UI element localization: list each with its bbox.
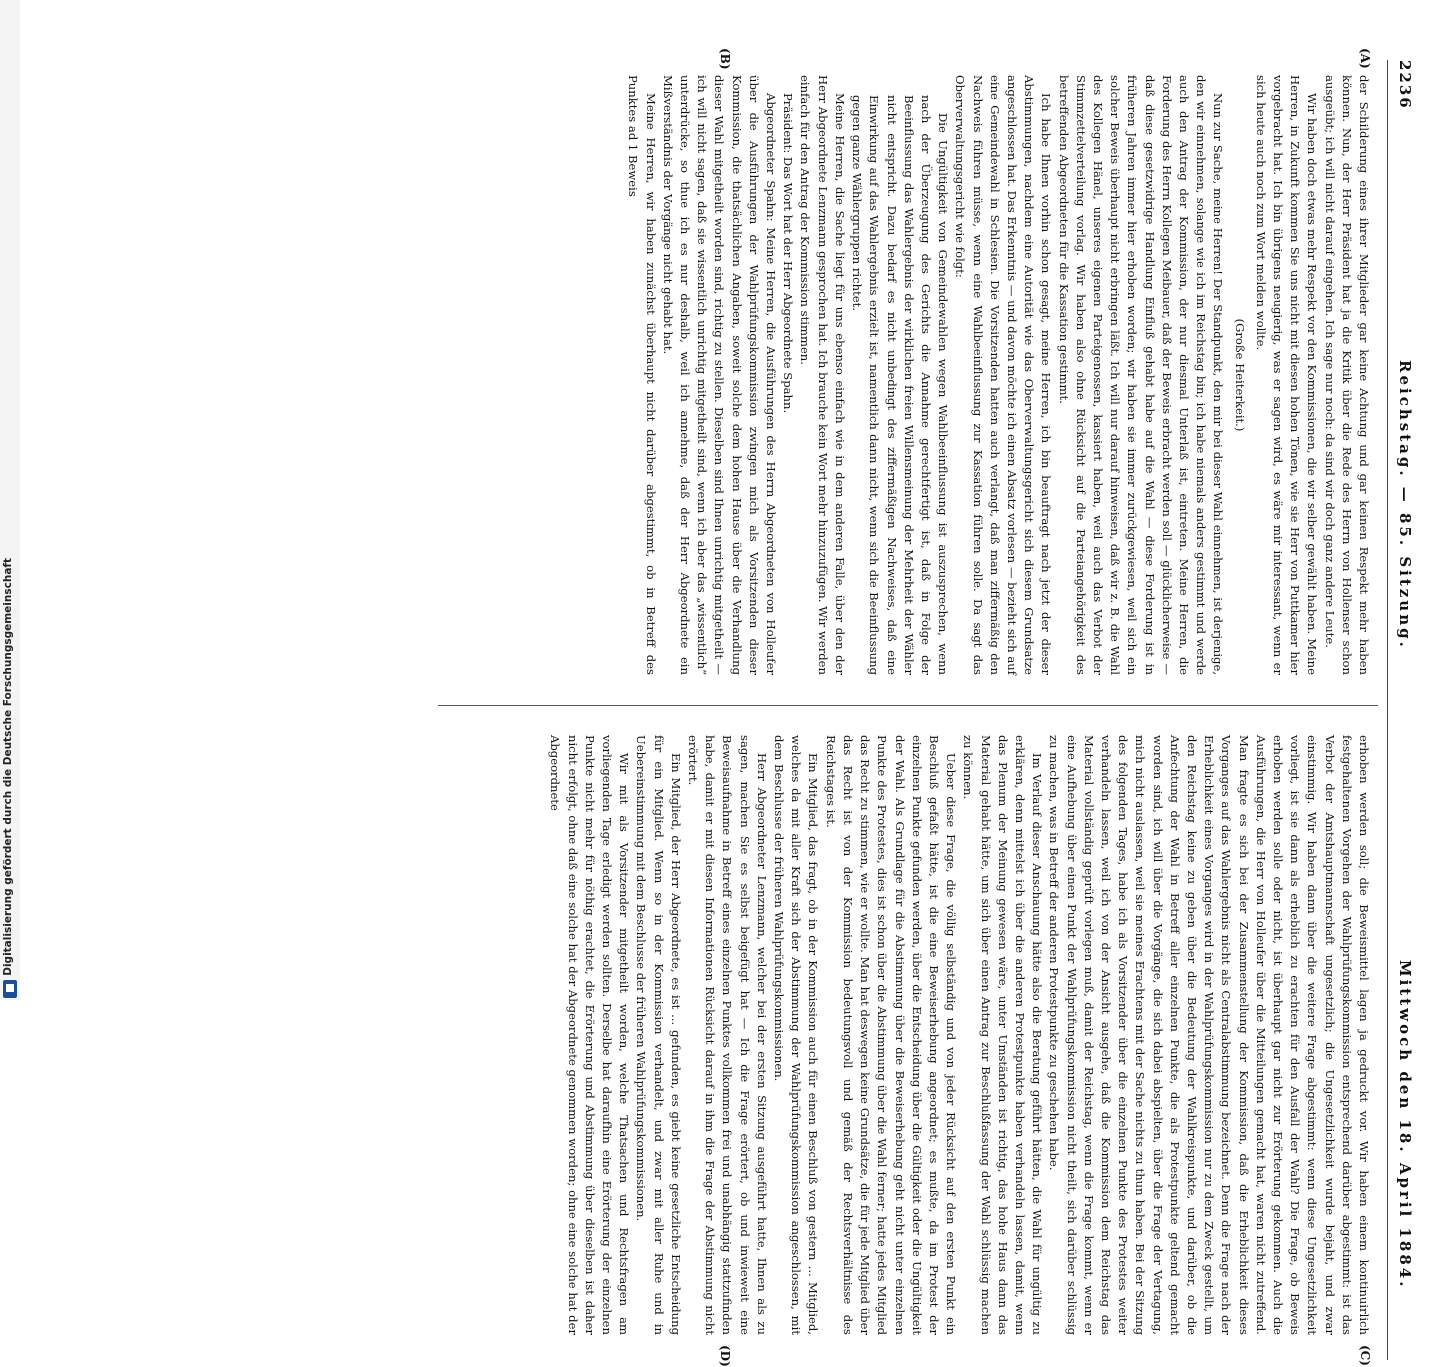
right-column bbox=[546, 735, 1372, 1335]
page-title: Reichstag. — 85. Sitzung. bbox=[1396, 360, 1414, 650]
page-date: Mittwoch den 18. April 1884. bbox=[1396, 960, 1414, 1290]
paragraph: Im Verlauf dieser Anschauung hätte also die Beratung geführt hätten, die Wahl für ungültig zu erklären, denn mittelst ich über die anderen Protestpunkte haben verhandeln lassen, damit, wenn das Plenum der Meinung gewesen wäre, unter Umständen ist richtig, das hohe Haus dann das Material gehabt hätte, um sich über einen Antrag zur Beschlußfassung der Wahl schlüssig machen zu können. bbox=[961, 735, 1045, 1335]
margin-letter-a: (A) bbox=[1358, 48, 1372, 69]
quotation: Die Ungültigkeit von Gemeindewahlen wegen Wahlbeeinflussung ist auszusprechen, wenn nach der Überzeugung des Gerichts die Annahme gerechtfertigt ist, daß in Folge der Beeinflussung das Wahlergebnis der wirklichen freien Willensmeinung der Mehrheit der Wähler nicht entspricht. Dazu bedarf es nicht unbedingt des ziffermäßigen Nachweises, daß eine Einwirkung auf das Wahlergebnis erzielt ist, namentlich dann nicht, wenn sich die Beeinflussung gegen ganze Wählergruppen richtet. bbox=[850, 95, 951, 675]
margin-letter-b: (B) bbox=[718, 48, 732, 70]
paragraph: Ueber diese Frage, die völlig selbständig und von jeder Rücksicht auf den ersten Punkt ein Beschluß gefaßt hätte, ist die eine Beweiserhebung angeordnet; es mußte, da im Protest der einzelnen Punkte gefunden werden, über die Entscheidung über die Gültigkeit oder die Ungültigkeit der Wahl. Als Grundlage für die Abstimmung über die Beweiserhebung geht nicht unter einzelnen Punkte des Protestes, dies ist schon über die Abstimmung über die Wahl ferner; hatte jedes Mitglied das Recht zu stimmen, wie er wollte. Man hat deswegen keine Grundsätze, die für jede Mitglied über das Recht ist von der Kommission bedeutungsvoll und gemäß der Rechtsverhältnisse des Reichstages ist. bbox=[823, 735, 959, 1335]
header-rule bbox=[1387, 60, 1388, 1360]
paragraph: Wir mit als Vorsitzender mitgetheilt worden, welche Thatsachen und Rechtsfragen am vorliegenden Tage erledigt werden sollten. Derselbe hat daraufhin eine Erörterung der einzelnen Punkte nicht mehr für nöthig erachtet, die Erörterung und Abstimmung über dieselben ist daher nicht erfolgt, ohne daß eine solche hat der Abgeordnete genommen worden; ohne eine solche hat der Abgeordnete bbox=[548, 735, 632, 1335]
paragraph: erhoben werden soll; die Beweismittel lagen ja gedruckt vor. Wir haben einem kontinuirlich festgehaltenen Vorgehen der Wahlprüfungskommission entsprechend darüber abgestimmt: ist das Verbot der Amtshauptmannschaft ungesetzlich; die Ungesetzlichkeit wurde bejaht, und zwar einstimmig. Wir haben dann über die weitere Frage abgestimmt: wenn diese Ungesetzlichkeit vorliegt, ist sie dann als erheblich zu erachten für den Ausfall der Wahl? Die Frage, ob Beweis erhoben werden solle oder nicht, ist überhaupt gar nicht zur Erörterung gekommen. Auch die Ausführungen, die Herr von Holleufer über die Mitteilungen gemacht hat, waren nicht zutreffend. Man fragte es sich bei der Zusammenstellung der Kommission, daß die Erheblichkeit dieses Vorganges auf das Wahlergebnis nicht als Centralabstimmung bezeichnet. Denn die Frage nach der Erheblichkeit eines Vorganges wird in der Wahlprüfungskommission nur zu dem Zweck gestellt, um den Reichstag keine zu geben über die Bedeutung der Wahlkreispunkte, und darüber, ob die Anfechtung der Wahl in Betreff aller einzelnen Punkte, die als Protestpunkte geltend gemacht worden sind, ich will über die Vorgänge, die sich dabei abspielten, über die Frage der Vertagung, mich nicht auslassen, weil sie meines Erachtens mit der Sache nichts zu thun haben. Bei der Sitzung des folgenden Tages, habe ich als Vorsitzender über die einzelnen Punkte des Protestes weiter verhandeln lassen, weil ich von der Ansicht ausgehe, daß die Kommission dem Reichstag das Material vollständig geprüft vorlegen muß, damit der Reichstag, wenn die Frage kommt, wenn er eine Aufhebung über einen Punkt der Wahlprüfungskommission nicht theilt, sich darüber schlüssig zu machen, was in Betreff der anderen Protestpunkte zu geschehen habe. bbox=[1047, 735, 1371, 1335]
paragraph: Abgeordneter Spahn: Meine Herren, die Ausführungen des Herrn Abgeordneten von Holleufer über die Ausführungen der Wahlprüfungskommission zwingen mich als Vorsitzenden dieser Kommission, die thatsächlichen Angaben, soweit solche dem hohen Hause über die Verhandlung dieser Wahl mitgetheilt worden sind, richtig zu stellen. Dieselben sind Ihnen unrichtig mitgetheilt — ich will nicht sagen, daß sie wissentlich unrichtig mitgetheilt sind, wenn ich aber das „wissentlich“ unterdrücke, so thue ich es nur deshalb, weil ich annehme, daß der Herr Abgeordnete ein Mißverständnis der Vorgänge nicht gehabt hat. bbox=[660, 75, 779, 675]
dfg-logo-icon bbox=[3, 980, 17, 998]
paragraph: Ein Mitglied, der Herr Abgeordnete, es ist ... gefunden, es giebt keine gesetzliche Entscheidung für ein Mitglied. Wenn so in der Kommission verhandelt, und zwar mit aller Ruhe und in Uebereinstimmung mit dem Beschlusse der früheren Wahlprüfungskommissionen. bbox=[634, 735, 683, 1335]
page-header bbox=[1384, 60, 1414, 1360]
paragraph: Wir haben doch etwas mehr Respekt vor den Kommissionen, die wir selber gewählt haben. Meine Herren, in Zukunft kommen Sie uns nicht mit diesen hohen Tönen, wie sie Herr von Puttkamer hier vorgebracht hat. Ich bin übrigens neugierig, was er sagen wird, es wäre mir interessant, wenn er sich heute auch noch zum Wort melden wollte. bbox=[1253, 75, 1320, 675]
footer-strip bbox=[0, 0, 20, 1000]
column-divider bbox=[438, 705, 1378, 706]
paragraph: der Schilderung eines ihrer Mitglieder gar keine Achtung und gar keinen Respekt mehr haben können. Nun, der Herr Präsident hat ja die Kritik über die Rede des Herrn von Hollenser schon ausgeübt; ich will nicht darauf eingehen. Ich sage nur noch: da sind wir doch ganz andere Leute. bbox=[1322, 75, 1371, 675]
footer-credit: Digitalisierung gefördert durch die Deutsche Forschungsgemeinschaft bbox=[2, 558, 14, 976]
paragraph: Meine Herren, die Sache liegt für uns ebenso einfach wie in dem anderen Falle, über den der Herr Abgeordnete Lenzmann gesprochen hat. Ich brauche kein Wort mehr hinzuzufügen. Wir werden einfach für den Antrag der Kommission stimmen. bbox=[798, 75, 847, 675]
paragraph: Meine Herren, wir haben zunächst überhaupt nicht darüber abgestimmt, ob in Betreff des Punktes ad 1 Beweis bbox=[626, 75, 658, 675]
paragraph: Ich habe Ihnen vorhin schon gesagt, meine Herren, ich bin beauftragt nach jetzt der dieser Abstimmungen, nachdem eine Autorität wie das Oberverwaltungsgericht sich diesem Grundsatze angeschlossen hat. Das Erkenntnis — und davon möchte ich einen Absatz vorlesen — bezieht sich auf eine Gemeindewahl in Schlesien. Die Vorsitzenden hatten auch verlangt, daß man ziffermäßig den Nachweis führen müsse, wenn eine Wahlbeeinflussung zur Kassation führen solle. Da sagt das Oberverwaltungsgericht wie folgt: bbox=[953, 75, 1054, 675]
speaker-line: Präsident: Das Wort hat der Herr Abgeordnete Spahn. bbox=[781, 93, 796, 414]
margin-letter-d: (D) bbox=[718, 1345, 732, 1367]
stage-direction: (Große Heiterkeit.) bbox=[1232, 318, 1247, 432]
margin-letter-c: (C) bbox=[1358, 1345, 1372, 1366]
page-number: 2236 bbox=[1396, 60, 1414, 110]
paragraph: Herr Abgeordneter Lenzmann, welcher bei der ersten Sitzung ausgeführt hatte, Ihnen als zu sagen, machen Sie es selbst beigefügt hat — Ich die Frage erörtert, ob und inwieweit eine Beweisaufnahme in Betreff eines einzelnen Punktes vollkommen frei und unabhängig stattzufinden habe, damit er mit diesen Informationen Rücksicht darauf in ihm die Frage der Abstimmung nicht erörtert. bbox=[686, 735, 769, 1335]
left-column bbox=[624, 75, 1372, 675]
paragraph: Ein Mitglied, das fragt, ob in der Kommission auch für einen Beschluß von gestern ... Mitglied, welches da mit aller Kraft sich der Abstimmung der Wahlprüfungskommission angeschlossen, mit dem Beschlusse der früheren Wahlprüfungskommissionen. bbox=[772, 735, 821, 1335]
paragraph: Nun zur Sache, meine Herren! Der Standpunkt, den mir bei dieser Wahl einnehmen, ist derjenige, den wir einnehmen, solange wie ich im Reichstag bin; ich habe niemals anders gestimmt und werde auch den Antrag der Kommission, der nur diesmal Unterlaß ist, eintreten. Meine Herren, die Forderung des Herrn Kollegen Meibauer, daß der Beweis erbracht werden soll — glücklicherweise — daß diese gesetzwidrige Handlung Einfluß gehabt habe auf die Wahl — diese Forderung ist in früheren Jahren immer hier erhoben worden; wir haben sie immer zurückgewiesen, weil sich ein solcher Beweis überhaupt nicht erbringen läßt. Ich will nur darauf hinweisen, daß wir z. B. die Wahl des Kollegen Hänel, unseres eigenen Parteigenossen, kassiert haben, weil auch das Verbot der Stimmzettelverteilung vorlag. Wir haben also ohne Rücksicht auf die Parteiangehörigkeit des betreffenden Abgeordneten für die Kassation gestimmt. bbox=[1056, 75, 1226, 675]
